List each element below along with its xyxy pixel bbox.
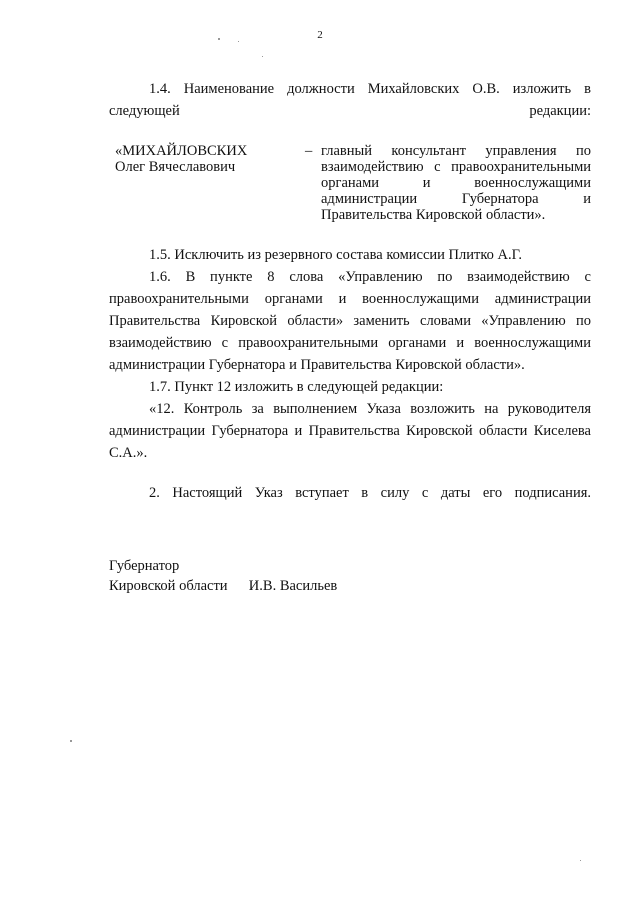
- official-position-line: главный консультант управления по: [321, 143, 591, 159]
- official-given-names: Олег Вячеславович: [115, 159, 236, 175]
- document-body: [109, 78, 591, 504]
- signature-title-line1: Губернатор: [109, 558, 180, 574]
- scan-speck: [238, 41, 239, 42]
- official-position-line: Правительства Кировской области».: [321, 207, 546, 223]
- paragraph-1-5: 1.5. Исключить из резервного состава комиссии Плитко А.Г.: [149, 247, 523, 263]
- signature-name: И.В. Васильев: [248, 578, 338, 594]
- spacer: [109, 464, 591, 482]
- official-surname: «МИХАЙЛОВСКИХ: [115, 143, 248, 159]
- signature-block: [109, 556, 409, 596]
- page-number: 2: [317, 29, 323, 41]
- scan-speck: [580, 860, 581, 861]
- paragraph-item-12: «12. Контроль за выполнением Указа возложить на руководителя администрации Губернатора и Правительства Кировской области Киселева С.А.».: [109, 401, 591, 461]
- scan-speck: [262, 56, 263, 57]
- official-position-line: взаимодействию с правоохранительными: [321, 159, 591, 175]
- official-entry: [109, 143, 591, 223]
- paragraph-1-6: 1.6. В пункте 8 слова «Управлению по взаимодействию с правоохранительными органами и военнослужащими администрации Правительства Кировской области» заменить словами «Управлению по взаимодействию с правоохранительными органами и военнослужащими администрации Губернатора и Правительства Кировской области».: [109, 269, 591, 373]
- official-position: [321, 143, 591, 223]
- scan-speck: [70, 740, 72, 742]
- official-dash: –: [305, 143, 313, 159]
- paragraph-1-7: 1.7. Пункт 12 изложить в следующей редакции:: [149, 379, 444, 395]
- official-position-line: органами и военнослужащими: [321, 175, 591, 191]
- signature-title-region: Кировской области: [109, 578, 228, 594]
- paragraph-2: 2. Настоящий Указ вступает в силу с даты его подписания.: [149, 485, 591, 501]
- signature-title-line2: [109, 576, 409, 596]
- scan-speck: [218, 38, 220, 40]
- official-name: [115, 143, 305, 223]
- official-position-line: администрации Губернатора и: [321, 191, 591, 207]
- paragraph-1-4: 1.4. Наименование должности Михайловских О.В. изложить в следующей редакции:: [109, 81, 591, 119]
